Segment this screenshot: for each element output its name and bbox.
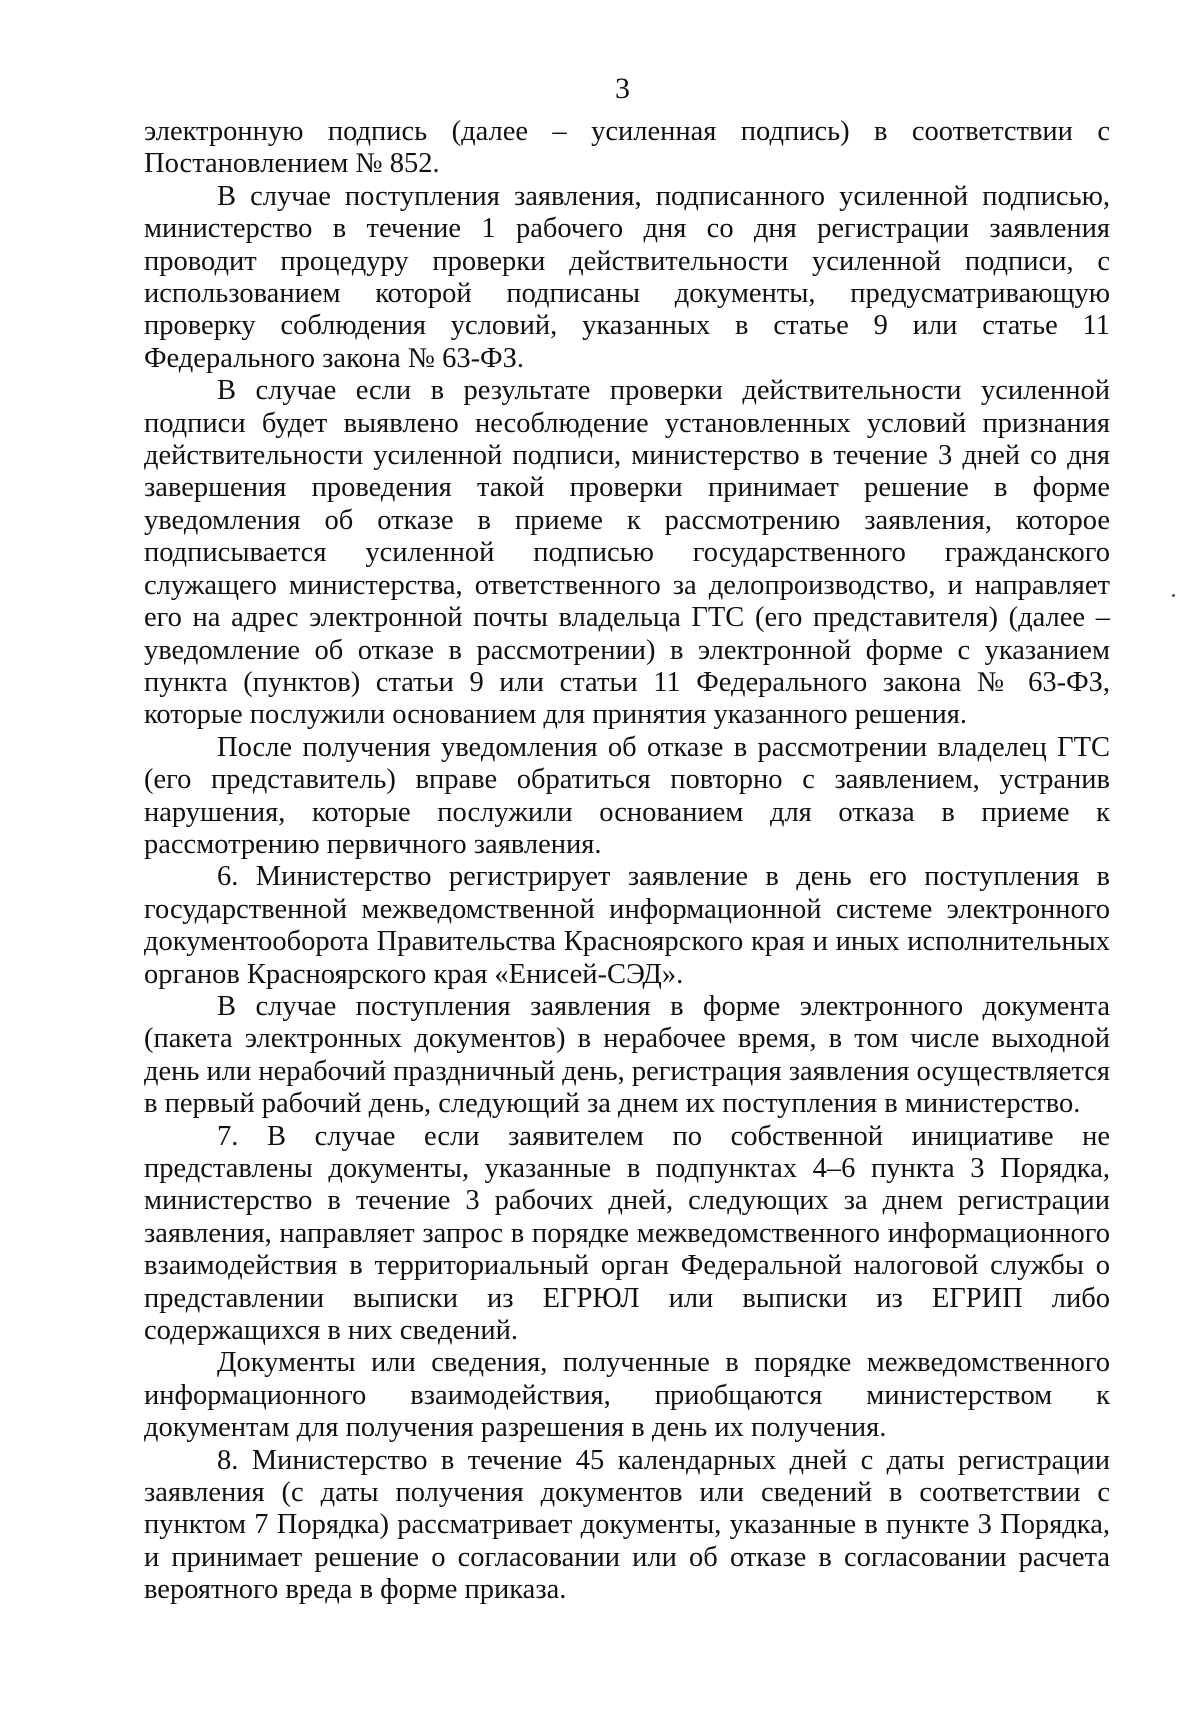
paragraph-nonworking-time: В случае поступления заявления в форме электронного документа (пакета электронных документов) в нерабочее время, в том числе выходной день или нерабочий праздничный день, регистрация заявления осуществляется в первый рабочий день, следующий за днем их поступления в министерство. — [144, 990, 1110, 1120]
document-body — [144, 116, 1110, 1607]
paragraph-item-8: 8. Министерство в течение 45 календарных дней с даты регистрации заявления (с даты получения документов или сведений в соответствии с пунктом 7 Порядка) рассматривает документы, указанные в пункте 3 Порядка, и принимает решение о согласовании или об отказе в согласовании расчета вероятного вреда в форме приказа. — [144, 1444, 1110, 1606]
paragraph-continuation: электронную подпись (далее – усиленная подпись) в соответствии с Постановлением № 852. — [144, 116, 1110, 180]
paragraph-repeat-application: После получения уведомления об отказе в рассмотрении владелец ГТС (его представитель) вправе обратиться повторно с заявлением, устранив нарушения, которые послужили основанием для отказа в приеме к рассмотрению первичного заявления. — [144, 731, 1110, 860]
scan-speck — [1172, 594, 1175, 597]
paragraph-interagency-documents: Документы или сведения, полученные в порядке межведомственного информационного взаимодействия, приобщаются министерством к документам для получения разрешения в день их получения. — [144, 1347, 1110, 1444]
paragraph-signature-verification: В случае поступления заявления, подписанного усиленной подписью, министерство в течение 1 рабочего дня со дня регистрации заявления проводит процедуру проверки действительности усиленной подписи, с использованием которой подписаны документы, предусматривающую проверку соблюдения условий, указанных в статье 9 или статье 11 Федерального закона № 63-ФЗ. — [144, 180, 1110, 374]
paragraph-verification-failure: В случае если в результате проверки действительности усиленной подписи будет выявлено несоблюдение установленных условий признания действительности усиленной подписи, министерство в течение 3 дней со дня завершения проведения такой проверки принимает решение в форме уведомления об отказе в приеме к рассмотрению заявления, которое подписывается усиленной подписью государственного гражданского служащего министерства, ответственного за делопроизводство, и направляет его на адрес электронной почты владельца ГТС (его представителя) (далее – уведомление об отказе в рассмотрении) в электронной форме с указанием пункта (пунктов) статьи 9 или статьи 11 Федерального закона № 63-ФЗ, которые послужили основанием для принятия указанного решения. — [144, 375, 1110, 731]
paragraph-item-6: 6. Министерство регистрирует заявление в день его поступления в государственной межведомственной информационной системе электронного документооборота Правительства Красноярского края и иных исполнительных органов Красноярского края «Енисей-СЭД». — [144, 861, 1110, 990]
page-number: 3 — [615, 72, 630, 105]
paragraph-item-7: 7. В случае если заявителем по собственной инициативе не представлены документы, указанные в подпунктах 4–6 пункта 3 Порядка, министерство в течение 3 рабочих дней, следующих за днем регистрации заявления, направляет запрос в порядке межведомственного информационного взаимодействия в территориальный орган Федеральной налоговой службы о представлении выписки из ЕГРЮЛ или выписки из ЕГРИП либо содержащихся в них сведений. — [144, 1120, 1110, 1347]
